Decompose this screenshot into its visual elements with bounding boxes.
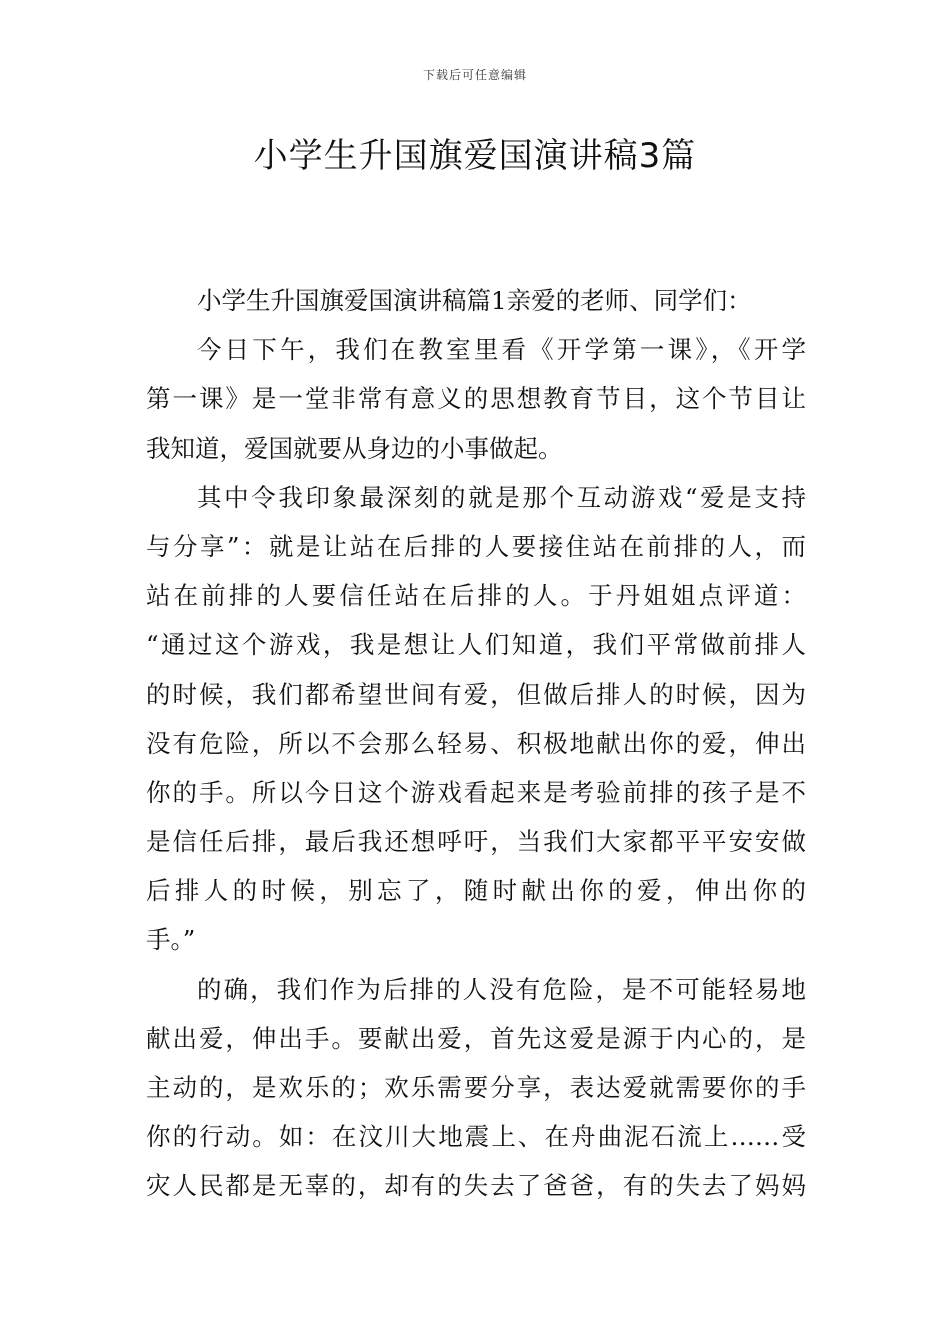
paragraph-3-line-10: 手。” xyxy=(146,925,196,955)
paragraph-3-line-8: 是信任后排，最后我还想呼吁，当我们大家都平平安安做 xyxy=(146,827,806,857)
paragraph-2-line-1: 今日下午，我们在教室里看《开学第一课》，《开学 xyxy=(197,335,806,365)
paragraph-4-line-5: 灾人民都是无辜的，却有的失去了爸爸，有的失去了妈妈 xyxy=(146,1171,806,1201)
document-body xyxy=(146,276,806,1211)
header-note: 下载后可任意编辑 xyxy=(422,68,527,82)
paragraph-4-line-2: 献出爱，伸出手。要献出爱，首先这爱是源于内心的，是 xyxy=(146,1023,806,1053)
paragraph-1-line-1: 小学生升国旗爱国演讲稿篇1亲爱的老师、同学们： xyxy=(197,286,752,315)
paragraph-3-line-3: 站在前排的人要信任站在后排的人。于丹姐姐点评道： xyxy=(146,581,806,611)
paragraph-3-line-6: 没有危险，所以不会那么轻易、积极地献出你的爱，伸出 xyxy=(146,728,806,758)
paragraph-3-line-1: 其中令我印象最深刻的就是那个互动游戏“爱是支持 xyxy=(197,482,806,512)
paragraph-4-line-1: 的确，我们作为后排的人没有危险，是不可能轻易地 xyxy=(197,974,806,1004)
paragraph-3-line-7: 你的手。所以今日这个游戏看起来是考验前排的孩子是不 xyxy=(146,777,806,807)
document-title: 小学生升国旗爱国演讲稿3篇 xyxy=(253,136,697,176)
paragraph-2-line-3: 我知道，爱国就要从身边的小事做起。 xyxy=(146,433,563,463)
paragraph-4-line-4: 你的行动。如：在汶川大地震上、在舟曲泥石流上……受 xyxy=(146,1122,806,1152)
paragraph-3-line-5: 的时候，我们都希望世间有爱，但做后排人的时候，因为 xyxy=(146,679,806,709)
paragraph-4-line-3: 主动的，是欢乐的；欢乐需要分享，表达爱就需要你的手 xyxy=(146,1073,806,1102)
paragraph-3-line-9: 后排人的时候，别忘了，随时献出你的爱，伸出你的 xyxy=(146,876,806,906)
paragraph-3-line-2: 与分享”：就是让站在后排的人要接住站在前排的人，而 xyxy=(146,531,806,561)
paragraph-2-line-2: 第一课》是一堂非常有意义的思想教育节目，这个节目让 xyxy=(146,384,806,414)
paragraph-3-line-4: “通过这个游戏，我是想让人们知道，我们平常做前排人 xyxy=(146,630,806,660)
